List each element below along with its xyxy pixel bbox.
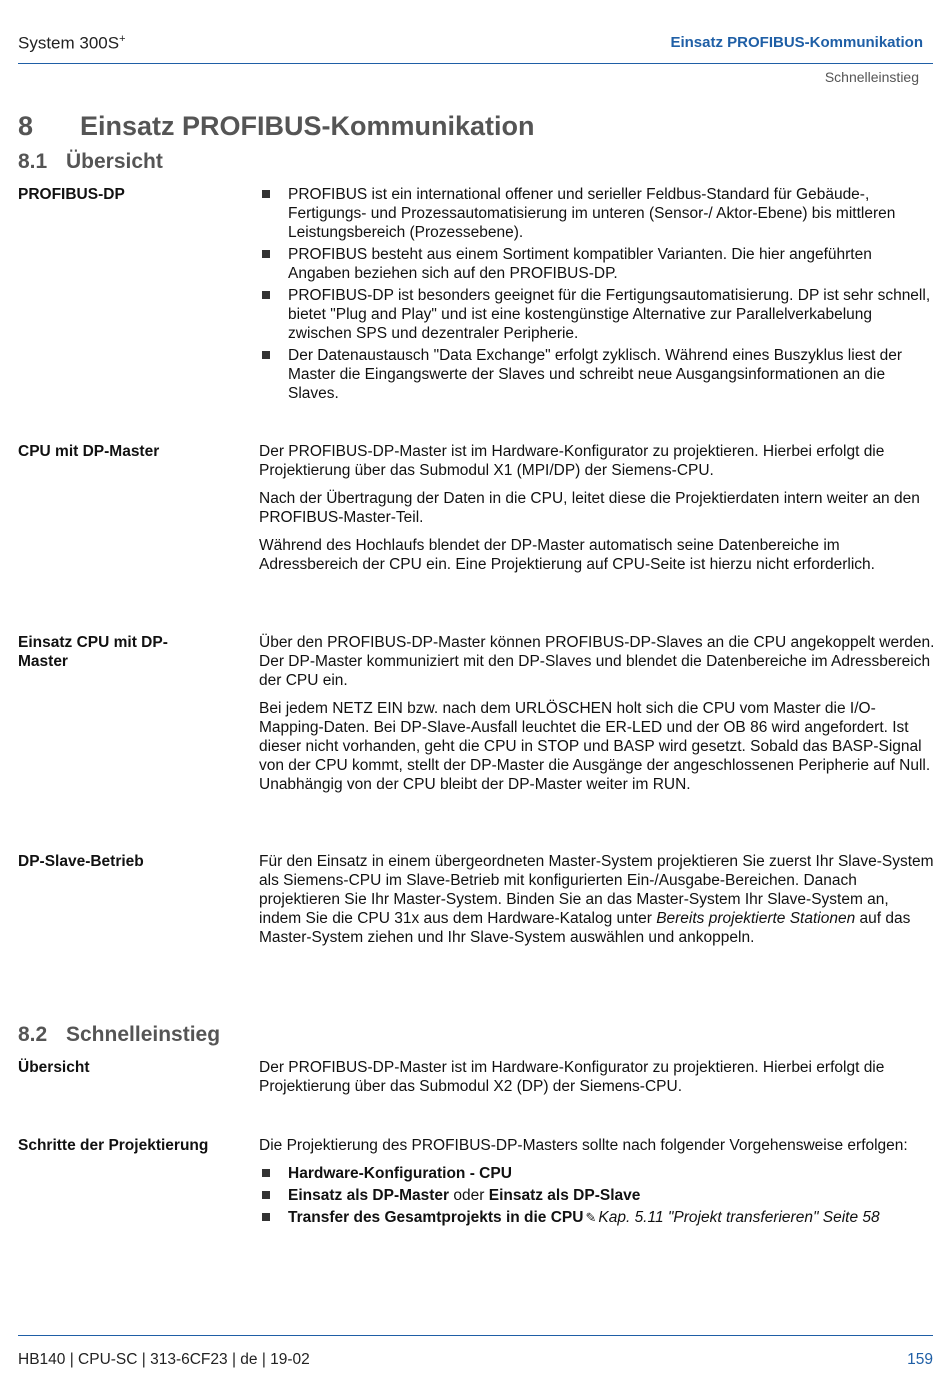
label-profibus-dp: PROFIBUS-DP bbox=[18, 186, 125, 203]
list-item: PROFIBUS ist ein international offener und serieller Feldbus-Standard für Gebäude-, Fertigungs- und Prozessautomatisierung im unteren (Sensor-/ Aktor-Ebene) bis mittleren Leistungsbereich (Prozessebene). bbox=[259, 185, 935, 242]
label-cpu-dp-master: CPU mit DP-Master bbox=[18, 443, 160, 460]
section-heading-quickstart: 8.2 Schnelleinstieg bbox=[18, 1023, 221, 1046]
header-chapter: Einsatz PROFIBUS-Kommunikation bbox=[670, 34, 923, 51]
profibus-dp-list bbox=[259, 185, 935, 406]
header-product: System 300S+ bbox=[18, 33, 126, 53]
list-item: Transfer des Gesamtprojekts in die CPU ✎ Kap. 5.11 "Projekt transferieren" Seite 58 bbox=[259, 1208, 935, 1227]
footer-document-id: HB140 | CPU-SC | 313-6CF23 | de | 19-02 bbox=[18, 1351, 310, 1368]
section-heading-overview: 8.1 Übersicht bbox=[18, 150, 163, 173]
list-item: Hardware-Konfiguration - CPU bbox=[259, 1164, 935, 1183]
dp-slave-text: Für den Einsatz in einem übergeordneten Master-System projektieren Sie zuerst Ihr Slave-System als Siemens-CPU im Slave-Betrieb mit konfigurierten Ein-/Ausgabe-Bereichen. Danach projektieren Sie Ihr Master-System. Binden Sie an das Master-System Ihr Slave-System an, indem Sie die CPU 31x aus dem Hardware-Katalog unter Bereits projektierte Stationen auf das Master-System ziehen und Ihr Slave-System auswählen und ankoppeln. bbox=[259, 853, 934, 946]
header-divider bbox=[18, 63, 933, 64]
label-schritte: Schritte der Projektierung bbox=[18, 1137, 209, 1154]
list-item: Einsatz als DP-Master oder Einsatz als DP-Slave bbox=[259, 1186, 935, 1205]
label-einsatz-cpu: Einsatz CPU mit DP-Master bbox=[18, 634, 168, 670]
list-item: Der Datenaustausch "Data Exchange" erfolgt zyklisch. Während eines Buszyklus liest der Master die Eingangswerte der Slaves und schreibt neue Ausgangsinformationen an die Slaves. bbox=[259, 346, 935, 403]
chapter-reference-link[interactable]: Kap. 5.11 "Projekt transferieren" Seite 58 bbox=[598, 1209, 880, 1226]
cpu-dp-master-text: Der PROFIBUS-DP-Master ist im Hardware-Konfigurator zu projektieren. Hierbei erfolgt die Projektierung über das Submodul X1 (MPI/DP) der Siemens-CPU. Nach der Übertragung der Daten in die CPU, leitet diese die Projektierdaten intern weiter an den PROFIBUS-Master-Teil. Während des Hochlaufs blendet der DP-Master automatisch seine Datenbereiche im Adressbereich der CPU ein. Eine Projektierung auf CPU-Seite ist hierzu nicht erforderlich. bbox=[259, 443, 920, 573]
footer-divider bbox=[18, 1335, 933, 1336]
einsatz-cpu-text: Über den PROFIBUS-DP-Master können PROFIBUS-DP-Slaves an die CPU angekoppelt werden. Der DP-Master kommuniziert mit den DP-Slaves und blendet die Datenbereiche im Adressbereich der CPU ein. Bei jedem NETZ EIN bzw. nach dem URLÖSCHEN holt sich die CPU vom Master die I/O-Mapping-Daten. Bei DP-Slave-Ausfall leuchtet die ER-LED und der OB 86 wird angefordert. Ist dieser nicht vorhanden, geht die CPU in STOP und BASP wird gesetzt. Sobald das BASP-Signal von der CPU kommt, stellt der DP-Master die Ausgänge der angeschlossenen Peripherie auf Null. Unabhängig von der CPU bleibt der DP-Master weiter im RUN. bbox=[259, 634, 935, 793]
label-dp-slave: DP-Slave-Betrieb bbox=[18, 853, 144, 870]
footer-page-number: 159 bbox=[907, 1351, 933, 1368]
header-section: Schnelleinstieg bbox=[824, 69, 919, 85]
label-uebersicht: Übersicht bbox=[18, 1059, 90, 1076]
chapter-heading: 8 Einsatz PROFIBUS-Kommunikation bbox=[18, 111, 535, 141]
list-item: PROFIBUS besteht aus einem Sortiment kompatibler Varianten. Die hier angeführten Angaben beziehen sich auf den PROFIBUS-DP. bbox=[259, 245, 935, 283]
reference-link-icon: ✎ bbox=[585, 1210, 597, 1225]
schritte-text: Die Projektierung des PROFIBUS-DP-Masters sollte nach folgender Vorgehensweise erfolgen: Hardware-Konfiguration - CPU Einsatz als DP-Master oder Einsatz als DP-Slave Transfer des Gesamtprojekts in die CPU ✎ Kap. 5.11 "Projekt transferieren" Seite 58 bbox=[259, 1136, 935, 1230]
list-item: PROFIBUS-DP ist besonders geeignet für die Fertigungsautomatisierung. DP ist sehr schnell, bietet "Plug and Play" und ist eine kostengünstige Alternative zur Parallelverkabelung zwischen SPS und dezentraler Peripherie. bbox=[259, 286, 935, 343]
uebersicht-text: Der PROFIBUS-DP-Master ist im Hardware-Konfigurator zu projektieren. Hierbei erfolgt die Projektierung über das Submodul X2 (DP) der Siemens-CPU. bbox=[259, 1059, 885, 1095]
